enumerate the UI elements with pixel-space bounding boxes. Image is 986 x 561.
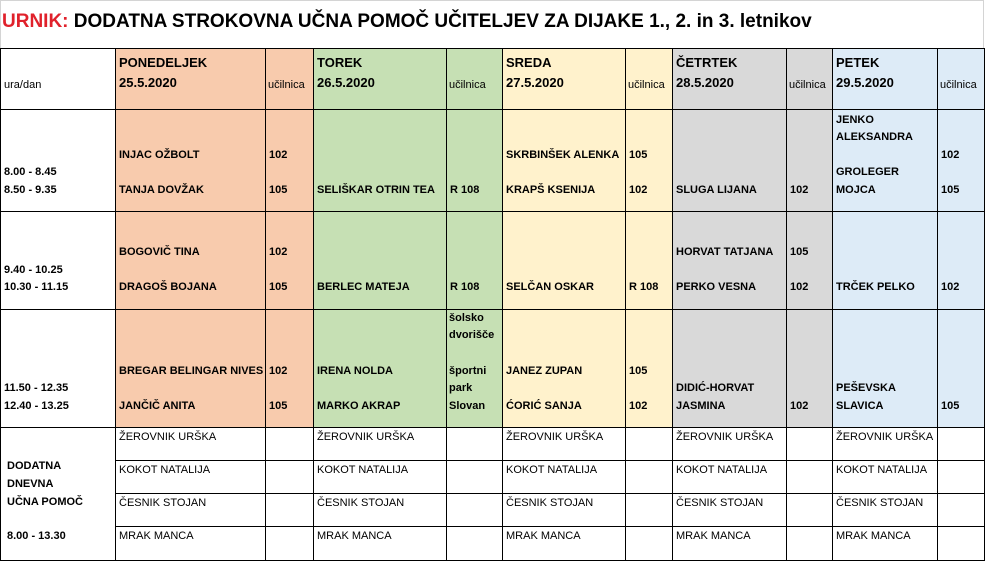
- room: 105: [269, 281, 288, 293]
- extra-name: KOKOT NATALIJA: [676, 464, 768, 476]
- header-day-fri: [832, 48, 938, 110]
- time-slot: 9.40 - 10.25: [4, 264, 63, 276]
- extra-wed-4: [502, 526, 626, 561]
- day-name: ČETRTEK: [676, 55, 738, 70]
- room: 105: [269, 184, 288, 196]
- extra-name: MRAK MANCA: [676, 530, 751, 542]
- extra-room: [937, 526, 985, 561]
- day-name: TOREK: [317, 55, 363, 70]
- extra-name: ŽEROVNIK URŠKA: [676, 431, 774, 443]
- header-day-wed: [502, 48, 626, 110]
- room-label: učilnica: [449, 79, 486, 91]
- room: 102: [941, 281, 960, 293]
- header-day-mon: [115, 48, 266, 110]
- time-slot: 12.40 - 13.25: [4, 400, 69, 412]
- wed-room-2: [625, 211, 673, 310]
- mon-room-2: [265, 211, 314, 310]
- extra-label-cell: [0, 427, 116, 561]
- extra-room: [625, 526, 673, 561]
- time-slot: 10.30 - 11.15: [4, 281, 69, 293]
- extra-label-line: DODATNA: [7, 460, 62, 472]
- extra-time: 8.00 - 13.30: [7, 530, 66, 542]
- extra-mon-3: [115, 493, 266, 527]
- extra-label-line: DNEVNA: [7, 478, 54, 490]
- time-cell-2: [0, 211, 116, 310]
- extra-room: [625, 460, 673, 494]
- title-text: DODATNA STROKOVNA UČNA POMOČ UČITELJEV ZA DIJAKE 1., 2. in 3. letnikov: [73, 11, 812, 32]
- thu-room-3: [786, 309, 833, 428]
- extra-name: ŽEROVNIK URŠKA: [836, 431, 934, 443]
- room: 105: [941, 400, 960, 412]
- day-date: 28.5.2020: [676, 75, 734, 90]
- mon-room-1: [265, 109, 314, 212]
- room: 102: [269, 149, 288, 161]
- teacher: INJAC OŽBOLT: [119, 149, 200, 161]
- fri-room-3: [937, 309, 985, 428]
- teacher: ĆORIĆ SANJA: [506, 400, 582, 412]
- extra-wed-1: [502, 427, 626, 461]
- tue-block-2: [313, 211, 447, 310]
- teacher: JASMINA: [676, 400, 726, 412]
- day-name: PONEDELJEK: [119, 55, 208, 70]
- extra-tue-2: [313, 460, 447, 494]
- extra-label-line: UČNA POMOČ: [7, 496, 83, 508]
- extra-wed-2: [502, 460, 626, 494]
- header-time-cell: [0, 48, 116, 110]
- thu-block-2: [672, 211, 787, 310]
- room: 102: [790, 281, 809, 293]
- teacher: KRAPŠ KSENIJA: [506, 184, 596, 196]
- header-room-tue: [446, 48, 503, 110]
- room: 105: [941, 184, 960, 196]
- day-name: SREDA: [506, 55, 552, 70]
- room: R 108: [629, 281, 659, 293]
- teacher: BERLEC MATEJA: [317, 281, 410, 293]
- extra-room: [625, 427, 673, 461]
- header-room-wed: [625, 48, 673, 110]
- extra-room: [625, 493, 673, 527]
- room: 102: [629, 184, 648, 196]
- extra-room: [446, 493, 503, 527]
- wed-block-1: [502, 109, 626, 212]
- extra-fri-3: [832, 493, 938, 527]
- wed-room-1: [625, 109, 673, 212]
- time-slot: 11.50 - 12.35: [4, 382, 69, 394]
- room: 102: [790, 400, 809, 412]
- extra-fri-1: [832, 427, 938, 461]
- teacher: BOGOVIČ TINA: [119, 246, 200, 258]
- extra-room: [937, 460, 985, 494]
- extra-thu-1: [672, 427, 787, 461]
- teacher: SLUGA LIJANA: [676, 184, 757, 196]
- room: R 108: [450, 184, 480, 196]
- page-title: [2, 4, 812, 44]
- teacher: SELIŠKAR OTRIN TEA: [317, 184, 435, 196]
- fri-room-2: [937, 211, 985, 310]
- extra-name: KOKOT NATALIJA: [506, 464, 598, 476]
- extra-name: KOKOT NATALIJA: [836, 464, 928, 476]
- teacher: MARKO AKRAP: [317, 400, 401, 412]
- teacher: MOJCA: [836, 184, 876, 196]
- tue-room-1: [446, 109, 503, 212]
- extra-room: [786, 427, 833, 461]
- extra-name: MRAK MANCA: [317, 530, 392, 542]
- teacher: IRENA NOLDA: [317, 365, 393, 377]
- teacher: TRČEK PELKO: [836, 281, 915, 293]
- day-name: PETEK: [836, 55, 880, 70]
- extra-room: [265, 427, 314, 461]
- extra-name: MRAK MANCA: [119, 530, 194, 542]
- thu-block-3: [672, 309, 787, 428]
- room: 105: [629, 149, 648, 161]
- extra-fri-4: [832, 526, 938, 561]
- room: 105: [629, 365, 648, 377]
- teacher: DRAGOŠ BOJANA: [119, 281, 217, 293]
- teacher: BREGAR BELINGAR NIVES: [119, 365, 264, 377]
- room: 105: [269, 400, 288, 412]
- teacher: PERKO VESNA: [676, 281, 757, 293]
- room: 102: [790, 184, 809, 196]
- room: R 108: [450, 281, 480, 293]
- teacher: ALEKSANDRA: [836, 131, 913, 143]
- extra-name: KOKOT NATALIJA: [119, 464, 211, 476]
- room: 102: [269, 246, 288, 258]
- extra-name: ŽEROVNIK URŠKA: [119, 431, 217, 443]
- extra-thu-3: [672, 493, 787, 527]
- teacher: SELČAN OSKAR: [506, 281, 595, 293]
- wed-block-2: [502, 211, 626, 310]
- teacher: DIDIĆ-HORVAT: [676, 382, 755, 394]
- tue-block-3: [313, 309, 447, 428]
- extra-name: ČESNIK STOJAN: [119, 497, 207, 509]
- mon-block-2: [115, 211, 266, 310]
- teacher: JENKO: [836, 114, 874, 126]
- room-label: učilnica: [628, 79, 665, 91]
- extra-room: [265, 460, 314, 494]
- title-prefix: URNIK:: [2, 11, 69, 32]
- header-day-thu: [672, 48, 787, 110]
- day-date: 27.5.2020: [506, 75, 564, 90]
- mon-room-3: [265, 309, 314, 428]
- day-date: 25.5.2020: [119, 75, 177, 90]
- room: 105: [790, 246, 809, 258]
- tue-room-3: [446, 309, 503, 428]
- tue-room-2: [446, 211, 503, 310]
- extra-name: MRAK MANCA: [506, 530, 581, 542]
- room-label: učilnica: [268, 79, 305, 91]
- teacher: TANJA DOVŽAK: [119, 184, 204, 196]
- day-date: 26.5.2020: [317, 75, 375, 90]
- teacher: SLAVICA: [836, 400, 884, 412]
- extra-name: MRAK MANCA: [836, 530, 911, 542]
- extra-room: [786, 493, 833, 527]
- fri-block-3: [832, 309, 938, 428]
- room-line: šolsko: [449, 312, 484, 324]
- extra-name: ČESNIK STOJAN: [836, 497, 924, 509]
- fri-block-2: [832, 211, 938, 310]
- extra-fri-2: [832, 460, 938, 494]
- teacher: HORVAT TATJANA: [676, 246, 774, 258]
- extra-name: ČESNIK STOJAN: [676, 497, 764, 509]
- extra-name: ŽEROVNIK URŠKA: [506, 431, 604, 443]
- extra-mon-1: [115, 427, 266, 461]
- thu-block-1: [672, 109, 787, 212]
- header-room-mon: [265, 48, 314, 110]
- extra-room: [786, 526, 833, 561]
- extra-thu-4: [672, 526, 787, 561]
- room: 102: [941, 149, 960, 161]
- header-room-thu: [786, 48, 833, 110]
- room-label: učilnica: [789, 79, 826, 91]
- room-label: učilnica: [940, 79, 977, 91]
- extra-room: [446, 427, 503, 461]
- fri-block-1: [832, 109, 938, 212]
- extra-room: [937, 427, 985, 461]
- thu-room-2: [786, 211, 833, 310]
- wed-block-3: [502, 309, 626, 428]
- extra-name: ŽEROVNIK URŠKA: [317, 431, 415, 443]
- extra-room: [446, 526, 503, 561]
- room-line: dvorišče: [449, 329, 495, 341]
- thu-room-1: [786, 109, 833, 212]
- room-line: park: [449, 382, 473, 394]
- mon-block-3: [115, 309, 266, 428]
- time-slot: 8.50 - 9.35: [4, 184, 57, 196]
- teacher: JANČIČ ANITA: [119, 400, 196, 412]
- extra-name: ČESNIK STOJAN: [317, 497, 405, 509]
- fri-room-1: [937, 109, 985, 212]
- extra-name: ČESNIK STOJAN: [506, 497, 594, 509]
- extra-mon-2: [115, 460, 266, 494]
- room-line: športni: [449, 365, 487, 377]
- extra-room: [937, 493, 985, 527]
- extra-room: [446, 460, 503, 494]
- extra-tue-4: [313, 526, 447, 561]
- teacher: GROLEGER: [836, 166, 899, 178]
- mon-block-1: [115, 109, 266, 212]
- teacher: SKRBINŠEK ALENKA: [506, 149, 620, 161]
- room: 102: [269, 365, 288, 377]
- extra-tue-3: [313, 493, 447, 527]
- teacher: PEŠEVSKA: [836, 382, 896, 394]
- extra-name: KOKOT NATALIJA: [317, 464, 409, 476]
- extra-room: [265, 493, 314, 527]
- room-line: Slovan: [449, 400, 486, 412]
- time-cell-3: [0, 309, 116, 428]
- time-slot: 8.00 - 8.45: [4, 166, 57, 178]
- teacher: JANEZ ZUPAN: [506, 365, 583, 377]
- extra-room: [265, 526, 314, 561]
- extra-wed-3: [502, 493, 626, 527]
- day-date: 29.5.2020: [836, 75, 894, 90]
- tue-block-1: [313, 109, 447, 212]
- wed-room-3: [625, 309, 673, 428]
- header-room-fri: [937, 48, 985, 110]
- room: 102: [629, 400, 648, 412]
- extra-tue-1: [313, 427, 447, 461]
- header-time-label: ura/dan: [4, 79, 42, 91]
- extra-room: [786, 460, 833, 494]
- extra-thu-2: [672, 460, 787, 494]
- time-cell-1: [0, 109, 116, 212]
- header-day-tue: [313, 48, 447, 110]
- extra-mon-4: [115, 526, 266, 561]
